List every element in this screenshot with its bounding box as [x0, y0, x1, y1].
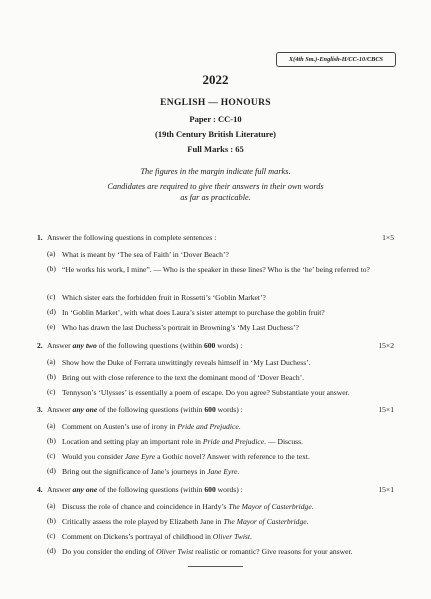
item-text: Would you consider Jane Eyre a Gothic novel? Answer with reference to the text.	[62, 452, 310, 461]
item-label: (d)	[47, 307, 56, 316]
item-label: (e)	[47, 322, 56, 331]
item-label: (c)	[47, 387, 56, 396]
item-text: Discuss the role of chance and coincidence in Hardy’s The Mayor of Casterbridge.	[62, 502, 314, 511]
item-text: Bring out the significance of Jane’s journeys in Jane Eyre.	[62, 467, 240, 476]
item-text: Comment on Dickens’s portrayal of childhood in Oliver Twist.	[62, 532, 252, 541]
item-label: (d)	[47, 546, 56, 555]
question-number: 4.	[37, 485, 43, 494]
item-label: (a)	[47, 421, 56, 430]
instruction-own-words: Candidates are required to give their answers in their own words	[107, 182, 324, 191]
item-text: Comment on Austen’s use of irony in Pride and Prejudice.	[62, 422, 241, 431]
item-label: (c)	[47, 451, 56, 460]
question-number: 3.	[37, 405, 43, 414]
item-text: “He works his work, I mine”. — Who is the speaker in these lines? Who is the ‘he’ being referred to?	[62, 265, 370, 274]
item-text: In ‘Goblin Market’, with what does Laura’s sister attempt to purchase the goblin fruit?	[62, 308, 325, 317]
instruction-margin-marks: The figures in the margin indicate full marks.	[140, 167, 291, 176]
full-marks: Full Marks : 65	[187, 144, 244, 154]
paper-code-box: X(4th Sm.)-English-H/CC-10/CBCS	[276, 52, 396, 67]
end-divider	[188, 566, 243, 567]
item-label: (c)	[47, 531, 56, 540]
item-text: Show how the Duke of Ferrara unwittingly reveals himself in ‘My Last Duchess’.	[62, 358, 311, 367]
item-text: Bring out with close reference to the text the dominant mood of ‘Dover Beach’.	[62, 373, 305, 382]
item-label: (d)	[47, 466, 56, 475]
item-text: What is meant by ‘The sea of Faith’ in ‘Dover Beach’?	[62, 250, 229, 259]
question-number: 2.	[37, 341, 43, 350]
question-instruction: Answer any one of the following questions (within 600 words) :	[47, 405, 243, 414]
question-marks: 15×1	[378, 485, 394, 494]
subject-title: ENGLISH — HONOURS	[160, 98, 271, 108]
item-text: Critically assess the role played by Elizabeth Jane in The Mayor of Casterbridge.	[62, 517, 309, 526]
question-instruction: Answer any one of the following questions (within 600 words) :	[47, 485, 243, 494]
instruction-practicable: as far as practicable.	[180, 193, 251, 202]
question-marks: 1×5	[382, 233, 394, 242]
question-number: 1.	[37, 233, 43, 242]
item-text: Which sister eats the forbidden fruit in Rossetti’s ‘Goblin Market’?	[62, 293, 266, 302]
question-marks: 15×1	[378, 405, 394, 414]
item-text: Who has drawn the last Duchess’s portrait in Browning’s ‘My Last Duchess’?	[62, 323, 299, 332]
course-title: (19th Century British Literature)	[155, 129, 276, 139]
question-marks: 15×2	[378, 341, 394, 350]
item-label: (b)	[47, 436, 56, 445]
item-label: (b)	[47, 264, 56, 273]
item-text: Tennyson’s ‘Ulysses’ is essentially a poem of escape. Do you agree? Substantiate your answer.	[62, 388, 350, 397]
item-text: Do you consider the ending of Oliver Twist realistic or romantic? Give reasons for your answer.	[62, 547, 353, 556]
exam-year: 2022	[202, 72, 229, 87]
item-label: (a)	[47, 501, 56, 510]
question-instruction: Answer the following questions in complete sentences :	[47, 233, 217, 242]
item-label: (a)	[47, 357, 56, 366]
item-label: (a)	[47, 249, 56, 258]
item-text: Location and setting play an important role in Pride and Prejudice. — Discuss.	[62, 437, 303, 446]
question-instruction: Answer any two of the following questions (within 600 words) :	[47, 341, 243, 350]
item-label: (b)	[47, 372, 56, 381]
item-label: (b)	[47, 516, 56, 525]
paper-number: Paper : CC-10	[189, 114, 242, 124]
item-label: (c)	[47, 292, 56, 301]
